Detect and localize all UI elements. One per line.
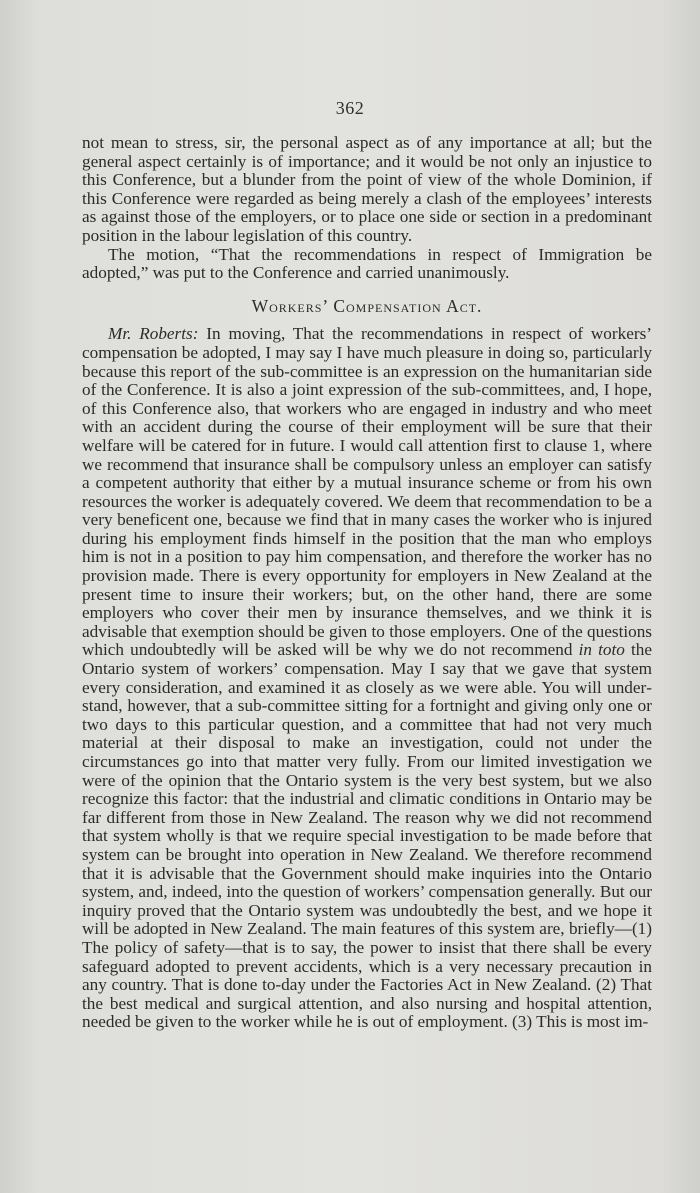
latin-phrase: in toto xyxy=(578,640,625,660)
page-number: 362 xyxy=(335,98,365,118)
speaker-name: Mr. Roberts: xyxy=(108,324,199,344)
body-text xyxy=(82,134,652,1032)
paragraph-text-part-a: In moving, That the recommendations in respect of workers’ compensation be adopted, I may say I have much pleasure in doing so, particularly because this report of the sub-committee is an expression on the humanitarian side of the Conference. It is also a joint expression of the sub-committees, and, I hope, of this Conference also, that workers who are engaged in industry and who meet with an accident during the course of their employment will be sure that their welfare will be catered for in future. I would call attention first to clause 1, where we recommend that insurance shall be compulsory unless an employer can satisfy a competent authority that either by a mutual insurance scheme or from his own resources the worker is adequately covered. We deem that recommendation to be a very beneficent one, because we find that in many cases the worker who is injured during his employment finds himself in the position that the man who employs him is not in a position to pay him compensation, and therefore the worker has no provision made. There is every opportunity for employers in New Zealand at the present time to insure their workers; but, on the other hand, there are some employers who cover their men by insurance themselves, and we think it is advisable that exemption should be given to those employers. One of the questions which undoubtedly will be asked will be why we do not recommend xyxy=(82,324,652,660)
paragraph-roberts xyxy=(82,325,652,1032)
paragraph-continuation: not mean to stress, sir, the personal aspect as of any importance at all; but the general aspect certainly is of importance; and it would be not only an injustice to this Conference, but a blunder from the point of view of the whole Dominion, if this Conference were regarded as being merely a clash of the employees’ interests as against those of the employers, or to place one side or section in a predominant position in the labour legislation of this country. xyxy=(82,133,652,245)
section-heading: Workers’ Compensation Act. xyxy=(251,295,483,316)
paragraph-motion: The motion, “That the recommendations in respect of Immigration be adopted,” was put to the Conference and carried unanimously. xyxy=(82,244,652,283)
paragraph-text-part-b: the Ontario system of workers’ compensation. May I say that we gave that system every consideration, and examined it as closely as we were able. You will understand, however, that a sub-committee sitting for a fortnight and giving only one or two days to this particular question, and a committee that had not very much material at their disposal to make an investigation, could not under the circumstances go into that matter very fully. From our limited investigation we were of the opinion that the Ontario system is the very best system, but we also recognize this factor: that the industrial and climatic conditions in Ontario may be far different from those in New Zealand. The reason why we did not recommend that system wholly is that we require special investigation to be made before that system can be brought into operation in New Zealand. We therefore recommend that it is advisable that the Government should make inquiries into the Ontario system, and, indeed, into the question of workers’ compensation generally. But our inquiry proved that the Ontario system was undoubtedly the best, and we hope it will be adopted in New Zealand. The main features of this system are, briefly—(1) The policy of safety—that is to say, the power to insist that there shall be every safeguard adopted to prevent accidents, which is a very necessary precaution in any country. That is done to-day under the Factories Act in New Zealand. (2) That the best medical and surgical attention, and also nursing and hospital attention, needed be given to the worker while he is out of employment. (3) This is most im- xyxy=(82,640,652,1032)
